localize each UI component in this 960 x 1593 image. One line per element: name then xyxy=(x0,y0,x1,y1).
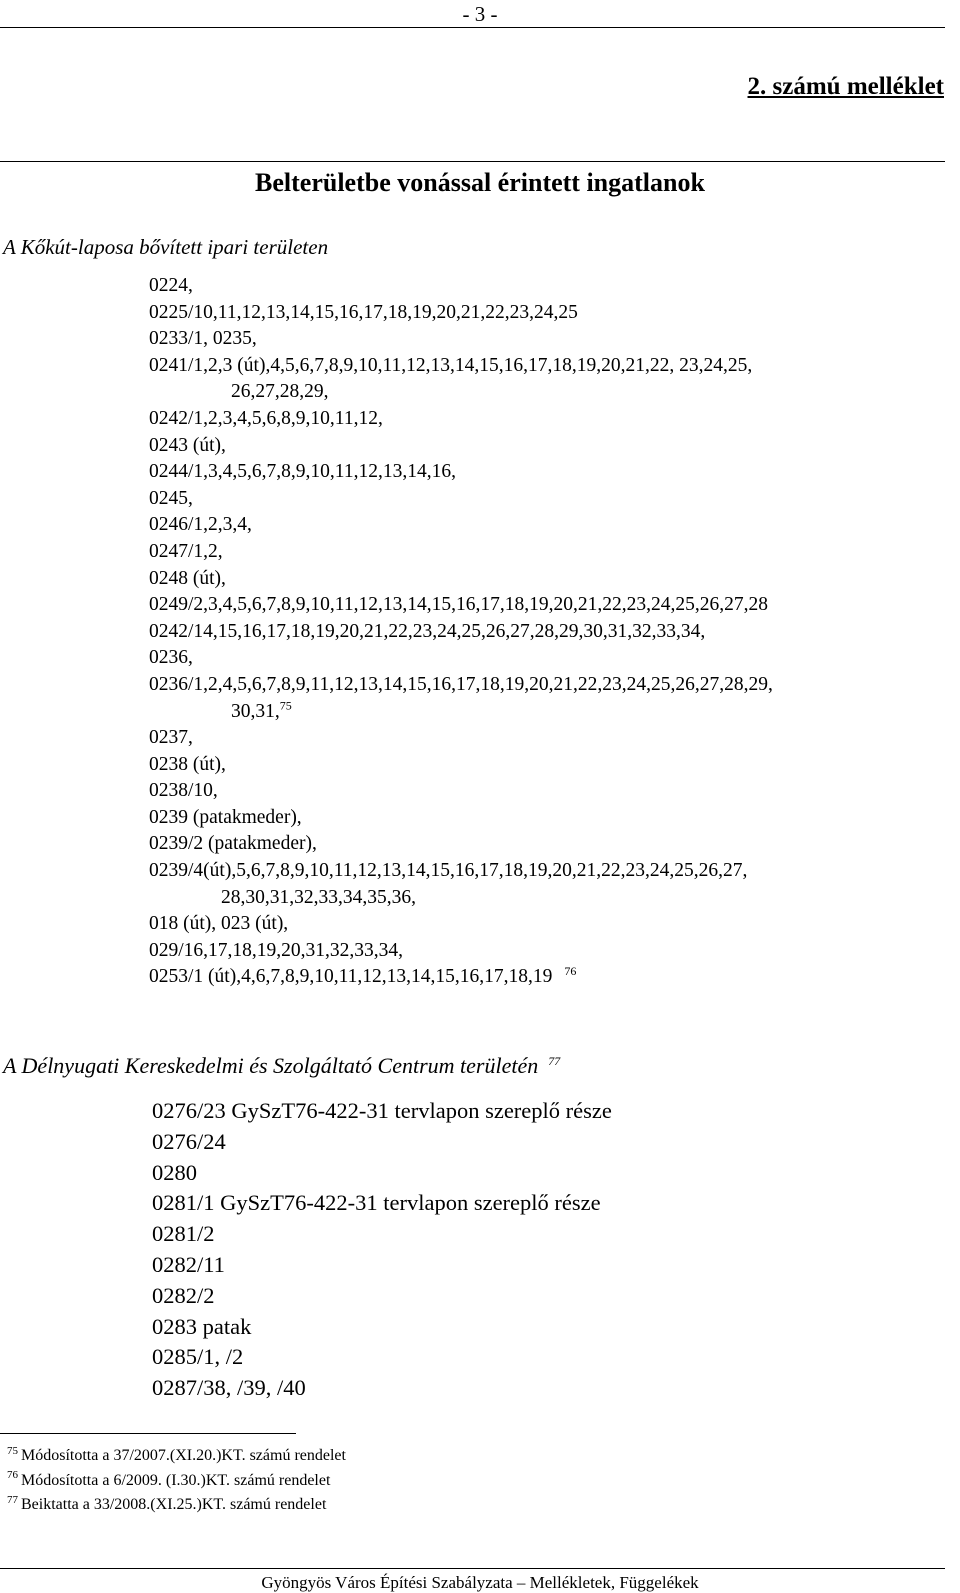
list-item: 0282/11 xyxy=(152,1251,225,1277)
title-rule xyxy=(0,161,945,162)
header-rule xyxy=(0,27,945,28)
footnote-ref-75[interactable]: 75 xyxy=(279,698,292,712)
list-item: 0282/2 xyxy=(152,1282,215,1308)
list-item-continuation: 26,27,28,29, xyxy=(231,381,329,403)
list-item-continuation xyxy=(149,699,773,726)
list-item: 0276/24 xyxy=(152,1128,226,1154)
list-item: 0276/23 GySzT76-422-31 tervlapon szereplő része xyxy=(152,1098,612,1123)
footnote-number: 75 xyxy=(7,1444,18,1457)
list-item: 0248 (út), xyxy=(149,567,226,589)
page-footer: Gyöngyös Város Építési Szabályzata – Mellékletek, Függelékek xyxy=(261,1573,699,1592)
footnote-75 xyxy=(7,1444,346,1469)
footnote-76 xyxy=(7,1469,346,1494)
list-item-continuation: 28,30,31,32,33,34,35,36, xyxy=(221,886,416,908)
section1-parcel-list xyxy=(149,273,773,991)
list-item: 0244/1,3,4,5,6,7,8,9,10,11,12,13,14,16, xyxy=(149,461,456,483)
list-item: 0239 (patakmeder), xyxy=(149,806,302,828)
footnote-number: 76 xyxy=(7,1469,18,1482)
footnote-ref-76[interactable]: 76 xyxy=(564,963,577,978)
list-item: 0241/1,2,3 (út),4,5,6,7,8,9,10,11,12,13,14,15,16,17,18,19,20,21,22, 23,24,25, xyxy=(149,354,753,376)
list-item: 0283 patak xyxy=(152,1313,252,1339)
list-item: 0236, xyxy=(149,647,193,669)
list-item: 0246/1,2,3,4, xyxy=(149,514,252,536)
list-item xyxy=(149,964,773,991)
section2-heading xyxy=(3,1053,560,1079)
list-item: 0287/38, /39, /40 xyxy=(152,1375,306,1401)
footnote-number: 77 xyxy=(7,1493,18,1506)
list-item: 0237, xyxy=(149,727,193,749)
section2-heading-text: A Délnyugati Kereskedelmi és Szolgáltató Centrum területén xyxy=(3,1053,539,1078)
list-item: 0247/1,2, xyxy=(149,540,223,562)
footnote-text: Beiktatta a 33/2008.(XI.25.)KT. számú rendelet xyxy=(21,1496,327,1513)
list-item: 018 (út), 023 (út), xyxy=(149,913,289,935)
footnote-77 xyxy=(7,1493,346,1518)
list-item: 0285/1, /2 xyxy=(152,1344,244,1370)
list-item: 0249/2,3,4,5,6,7,8,9,10,11,12,13,14,15,16,17,18,19,20,21,22,23,24,25,26,27,28 xyxy=(149,594,768,616)
list-item: 0281/2 xyxy=(152,1221,215,1247)
annex-title: 2. számú melléklet xyxy=(747,73,944,100)
list-item: 0280 xyxy=(152,1159,197,1185)
list-item: 0239/4(út),5,6,7,8,9,10,11,12,13,14,15,16,17,18,19,20,21,22,23,24,25,26,27, xyxy=(149,860,748,882)
footnote-ref-77[interactable]: 77 xyxy=(548,1053,561,1068)
list-item-text: 30,31, xyxy=(231,700,280,722)
list-item: 029/16,17,18,19,20,31,32,33,34, xyxy=(149,939,404,961)
list-item: 0224, xyxy=(149,275,193,296)
list-item: 0236/1,2,4,5,6,7,8,9,11,12,13,14,15,16,17,18,19,20,21,22,23,24,25,26,27,28,29, xyxy=(149,673,773,695)
footnote-text: Módosította a 6/2009. (I.30.)KT. számú rendelet xyxy=(21,1471,331,1489)
list-item: 0245, xyxy=(149,487,193,509)
list-item: 0243 (út), xyxy=(149,434,226,456)
list-item: 0233/1, 0235, xyxy=(149,328,257,350)
footnote-separator xyxy=(0,1433,296,1434)
section2-parcel-list xyxy=(152,1096,612,1404)
list-item: 0281/1 GySzT76-422-31 tervlapon szereplő része xyxy=(152,1190,601,1216)
list-item: 0239/2 (patakmeder), xyxy=(149,833,317,855)
list-item: 0238/10, xyxy=(149,780,218,802)
list-item: 0225/10,11,12,13,14,15,16,17,18,19,20,21,22,23,24,25 xyxy=(149,301,578,323)
footer-rule xyxy=(0,1568,945,1569)
section1-heading: A Kőkút-laposa bővített ipari területen xyxy=(3,235,329,259)
footnotes xyxy=(7,1444,346,1518)
document-title: Belterületbe vonással érintett ingatlanok xyxy=(255,168,705,197)
footnote-text: Módosította a 37/2007.(XI.20.)KT. számú rendelet xyxy=(21,1447,346,1464)
list-item: 0242/14,15,16,17,18,19,20,21,22,23,24,25,26,27,28,29,30,31,32,33,34, xyxy=(149,620,706,642)
list-item-text: 0253/1 (út),4,6,7,8,9,10,11,12,13,14,15,16,17,18,19 xyxy=(149,966,553,988)
list-item: 0242/1,2,3,4,5,6,8,9,10,11,12, xyxy=(149,407,383,429)
page-number: - 3 - xyxy=(462,2,498,26)
list-item: 0238 (út), xyxy=(149,753,226,775)
